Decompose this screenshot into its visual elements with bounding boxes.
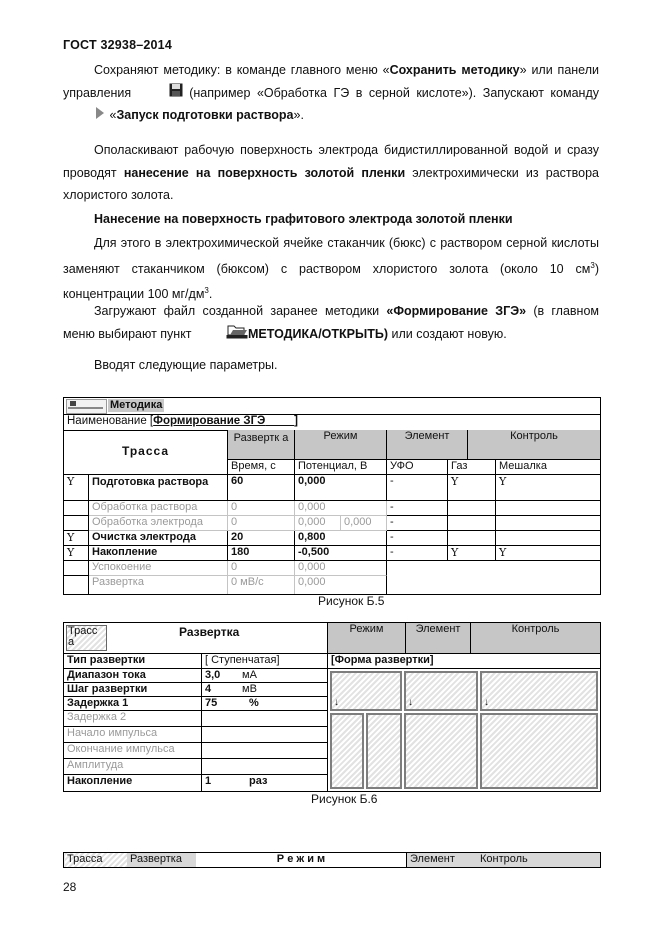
floppy-disk-icon — [138, 82, 183, 105]
app-logo-icon — [66, 399, 107, 414]
row-potential[interactable]: 0,000 — [295, 516, 341, 531]
row-ufo[interactable]: - — [387, 531, 448, 546]
param-value[interactable] — [202, 711, 327, 727]
row-check[interactable]: Y — [64, 475, 89, 501]
paragraph-save-method: Сохраняют методику: в команде главного меню «Сохранить методику» или панели управления (например «Обработка ГЭ в серной кислоте»). Запускают команду «Запуск подготовки раствора». — [63, 59, 599, 127]
page-number: 28 — [63, 880, 77, 894]
method-window-figure — [63, 397, 601, 595]
param-value[interactable]: 4 — [202, 683, 239, 697]
row-time[interactable]: 0 — [228, 501, 295, 516]
row-name[interactable]: Очистка электрода — [89, 531, 228, 546]
param-value[interactable]: 1 — [205, 775, 212, 787]
row-gaz[interactable] — [448, 531, 496, 546]
row-time[interactable]: 20 — [228, 531, 295, 546]
row-ufo[interactable]: - — [387, 516, 448, 531]
row-time[interactable]: 0 — [228, 516, 295, 531]
row-meshalka[interactable] — [496, 531, 600, 546]
play-triangle-icon — [63, 105, 106, 128]
tab-razvertka[interactable]: Развертк а — [228, 430, 295, 460]
row-time[interactable]: 60 — [228, 475, 295, 501]
subheader-potential: Потенциал, В — [295, 460, 387, 475]
param-value[interactable]: 3,0 — [202, 669, 239, 683]
method-name-field[interactable]: Наименование [Формирование ЗГЭ ] — [64, 415, 600, 431]
row-gaz[interactable] — [448, 501, 496, 516]
waveform-option-1[interactable] — [330, 671, 402, 711]
row-meshalka[interactable] — [496, 516, 600, 531]
section-subheading: Нанесение на поверхность графитового электрода золотой пленки — [94, 212, 513, 226]
row-name[interactable]: Накопление — [89, 546, 228, 561]
sweep-title: Развертка — [179, 625, 240, 639]
tab-element[interactable]: Элемент — [387, 430, 468, 460]
paragraph-rinse: Ополаскивают рабочую поверхность электрода бидистиллированной водой и сразу проводят нанесение на поверхность золотой пленки электрохимически из раствора хлористого золота. — [63, 143, 599, 202]
row-potential[interactable]: 0,000 — [295, 475, 387, 501]
param-value[interactable]: 75 — [202, 697, 239, 711]
row-potential[interactable]: 0,000 — [295, 561, 387, 576]
tab-kontrol[interactable]: Контроль — [477, 853, 600, 867]
row-gaz[interactable]: Y — [448, 546, 496, 561]
param-unit: % — [239, 697, 327, 711]
row-potential[interactable]: -0,500 — [295, 546, 387, 561]
waveform-option-2[interactable] — [404, 671, 478, 711]
param-label: Амплитуда — [64, 759, 202, 775]
paragraph-cell: Для этого в электрохимической ячейке стаканчик (бюкс) с раствором серной кислоты заменяют стаканчиком (бюксом) с раствором хлористого золота (около 10 $см^3$) концентрации 100 $мг/дм^3$. — [63, 236, 599, 302]
param-label: Начало импульса — [64, 727, 202, 743]
subheader-meshalka: Мешалка — [496, 460, 600, 475]
row-check[interactable] — [64, 576, 89, 594]
row-time[interactable]: 0 мВ/с — [228, 576, 295, 594]
row-potential-2[interactable]: 0,000 — [341, 516, 387, 531]
row-gaz[interactable] — [448, 516, 496, 531]
row-check[interactable] — [64, 561, 89, 576]
figure-caption: Рисунок Б.6 — [311, 792, 378, 806]
row-time[interactable]: 0 — [228, 561, 295, 576]
param-value[interactable] — [202, 759, 327, 775]
col-trassa[interactable]: Трасса — [64, 430, 228, 475]
row-name[interactable]: Развертка — [89, 576, 228, 594]
row-meshalka[interactable]: Y — [496, 475, 600, 501]
tab-trassa[interactable]: Трасс а — [66, 625, 107, 651]
row-ufo[interactable]: - — [387, 546, 448, 561]
row-name[interactable]: Успокоение — [89, 561, 228, 576]
param-label: Диапазон тока — [64, 669, 202, 683]
paragraph-load-file: Загружают файл созданной заранее методики «Формирование ЗГЭ» (в главном меню выбирают пункт МЕТОДИКА/ОТКРЫТЬ) или создают новую. — [63, 300, 599, 346]
tab-strip — [63, 852, 601, 868]
row-name[interactable]: Подготовка раствора — [89, 475, 228, 501]
sweep-params — [64, 654, 328, 791]
row-check[interactable] — [64, 516, 89, 531]
param-label: Задержка 2 — [64, 711, 202, 727]
tab-trassa[interactable]: Трасса — [65, 853, 128, 867]
arrow-down-icon: ↓ — [408, 697, 413, 708]
row-check[interactable]: Y — [64, 546, 89, 561]
param-label: Тип развертки — [64, 654, 202, 669]
param-value[interactable] — [202, 727, 327, 743]
param-unit: раз — [249, 775, 268, 787]
param-label: Накопление — [64, 775, 202, 791]
open-folder-icon — [195, 323, 248, 347]
figure-caption: Рисунок Б.5 — [318, 594, 385, 608]
subheader-ufo: УФО — [387, 460, 448, 475]
document-header: ГОСТ 32938–2014 — [63, 38, 172, 52]
tab-rezhim[interactable]: Режим — [295, 430, 387, 460]
sweep-form-options — [328, 669, 600, 791]
row-name[interactable]: Обработка электрода — [89, 516, 228, 531]
param-label: Задержка 1 — [64, 697, 202, 711]
param-unit: мВ — [239, 683, 327, 697]
arrow-down-icon: ↓ — [484, 697, 489, 708]
waveform-option-7[interactable] — [480, 713, 598, 789]
tab-element[interactable]: Элемент — [406, 623, 471, 654]
waveform-option-4[interactable] — [330, 713, 364, 789]
tab-rezhim[interactable]: Р е ж и м — [196, 853, 407, 867]
param-label: Окончание импульса — [64, 743, 202, 759]
row-time[interactable]: 180 — [228, 546, 295, 561]
row-meshalka[interactable] — [496, 501, 600, 516]
tab-kontrol[interactable]: Контроль — [468, 430, 600, 460]
row-gaz[interactable]: Y — [448, 475, 496, 501]
tab-element[interactable]: Элемент — [407, 853, 480, 867]
tab-rezhim[interactable]: Режим — [328, 623, 406, 654]
sweep-header — [64, 623, 328, 654]
tab-kontrol[interactable]: Контроль — [471, 623, 600, 654]
param-label: Шаг развертки — [64, 683, 202, 697]
row-potential[interactable]: 0,000 — [295, 576, 387, 594]
waveform-option-6[interactable] — [404, 713, 478, 789]
arrow-down-icon: ↓ — [334, 697, 339, 708]
tab-razvertka[interactable]: Развертка — [127, 853, 199, 867]
param-value[interactable]: [ Ступенчатая] — [202, 654, 327, 669]
row-ufo[interactable]: - — [387, 475, 448, 501]
subheader-time: Время, с — [228, 460, 295, 475]
row-potential[interactable]: 0,800 — [295, 531, 387, 546]
paragraph-params: Вводят следующие параметры. — [94, 358, 278, 372]
param-unit: мА — [239, 669, 327, 683]
sweep-form-label: [Форма развертки] — [328, 654, 600, 669]
row-potential[interactable]: 0,000 — [295, 501, 387, 516]
waveform-option-3[interactable] — [480, 671, 598, 711]
window-title: Методика — [110, 399, 163, 411]
waveform-option-5[interactable] — [366, 713, 402, 789]
row-ufo[interactable]: - — [387, 501, 448, 516]
row-check[interactable]: Y — [64, 531, 89, 546]
param-value[interactable] — [202, 743, 327, 759]
row-meshalka[interactable]: Y — [496, 546, 600, 561]
row-name[interactable]: Обработка раствора — [89, 501, 228, 516]
sweep-window-figure — [63, 622, 601, 792]
window-titlebar — [64, 398, 600, 415]
subheader-gaz: Газ — [448, 460, 496, 475]
row-check[interactable] — [64, 501, 89, 516]
